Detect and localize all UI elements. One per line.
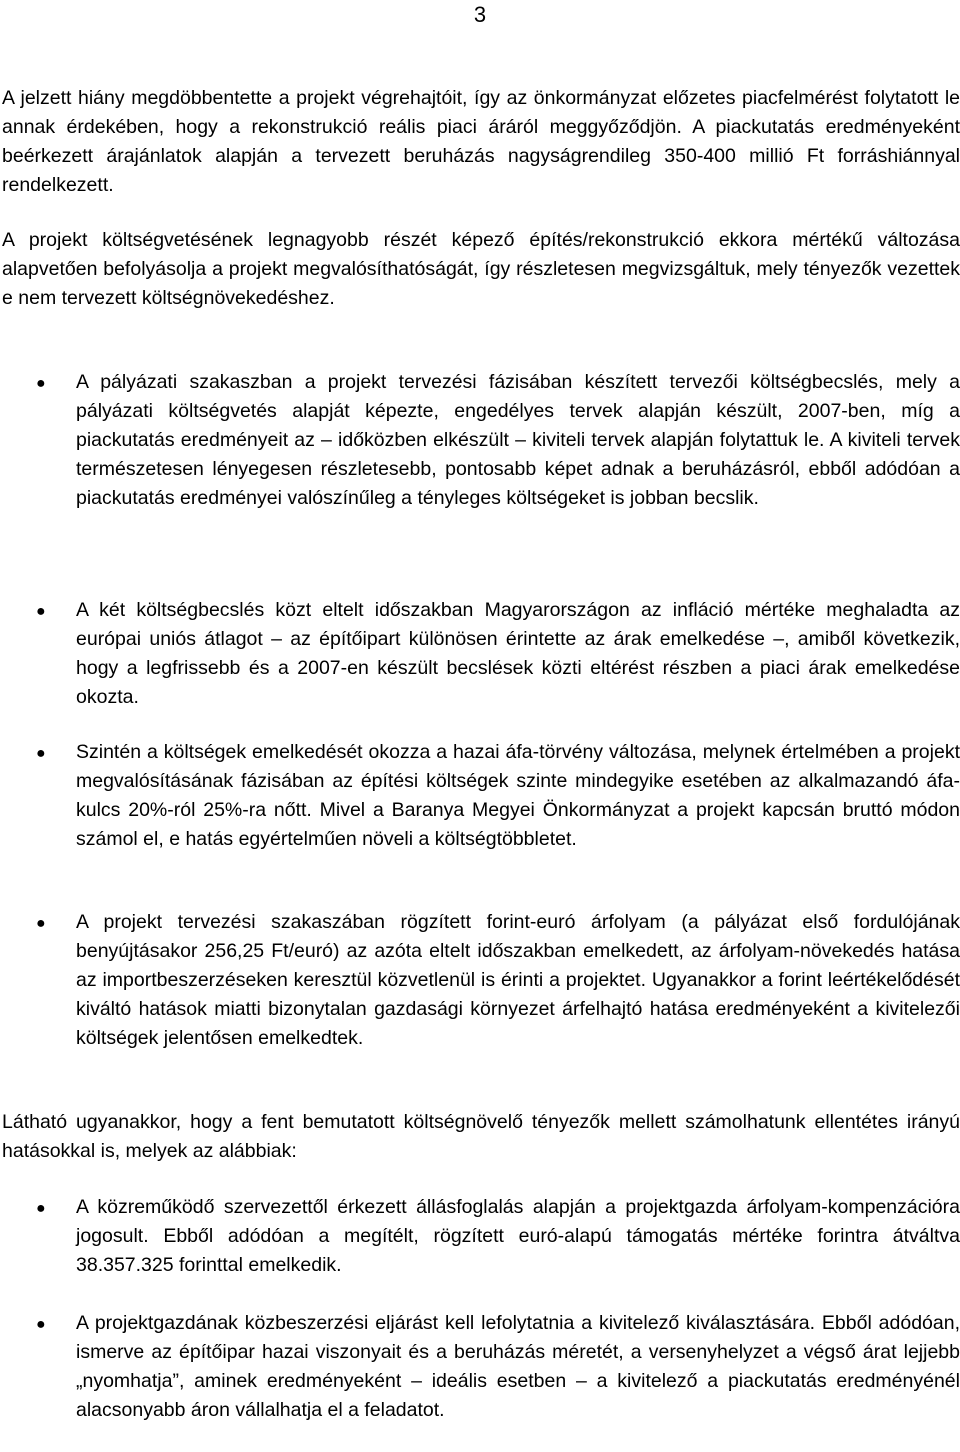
- list-item-text: Szintén a költségek emelkedését okozza a hazai áfa-törvény változása, melynek értelmében a projekt megvalósításának fázisában az építési költségek szinte mindegyike esetében az alkalmazandó áfa-kulcs 20%-ról 25%-ra nőtt. Mivel a Baranya Megyei Önkormányzat a projekt kapcsán bruttó módon számol el, e hatás egyértelműen növeli a költségtöbbletet.: [76, 741, 960, 850]
- paragraph-market-survey: A jelzett hiány megdöbbentette a projekt végrehajtóit, így az önkormányzat előzetes piacfelmérést folytatott le annak érdekében, hogy a rekonstrukció reális piaci áráról meggyőződjön. A piackutatás eredményeként beérkezett árajánlatok alapján a tervezett beruházás nagyságrendileg 350-400 millió Ft forráshiánnyal rendelkezett.: [2, 87, 960, 196]
- bullet-icon: ●: [36, 1200, 46, 1217]
- bullet-icon: ●: [36, 915, 46, 932]
- bullet-icon: ●: [36, 1316, 46, 1333]
- list-item-text: A közreműködő szervezettől érkezett állásfoglalás alapján a projektgazda árfolyam-kompenzációra jogosult. Ebből adódóan a megítélt, rögzített euró-alapú támogatás mértéke forintra átváltva 38.357.325 forinttal emelkedik.: [76, 1196, 960, 1276]
- page-number: 3: [473, 2, 487, 27]
- bullet-icon: ●: [36, 745, 46, 762]
- bullet-icon: ●: [36, 603, 46, 620]
- list-item-text: A projektgazdának közbeszerzési eljárást kell lefolytatnia a kivitelező kiválasztására. Ebből adódóan, ismerve az építőipar hazai viszonyait és a beruházás méretét, a versenyhelyzet a végső árat lejjebb „nyomhatja”, aminek eredményeként – ideális esetben – a kivitelező a piackutatás eredményénél alacsonyabb áron vállalhatja el a feladatot.: [76, 1312, 960, 1421]
- bullet-icon: ●: [36, 375, 46, 392]
- paragraph-cost-factors-intro: A projekt költségvetésének legnagyobb részét képező építés/rekonstrukció ekkora mértékű változása alapvetően befolyásolja a projekt megvalósíthatóságát, így részletesen megvizsgáltuk, mely tényezők vezettek e nem tervezett költségnövekedéshez.: [2, 229, 960, 309]
- list-item-text: A két költségbecslés közt eltelt időszakban Magyarországon az infláció mértéke meghaladta az európai uniós átlagot – az építőipart különösen érintette az árak emelkedése –, amiből következik, hogy a legfrissebb és a 2007-en készült becslések közti eltérést részben a piaci árak emelkedése okozta.: [76, 599, 960, 708]
- list-item-text: A projekt tervezési szakaszában rögzített forint-euró árfolyam (a pályázat első fordulójának benyújtásakor 256,25 Ft/euró) az azóta eltelt időszakban emelkedett, az árfolyam-növekedés hatása az importbeszerzéseken keresztül közvetlenül is érinti a projektet. Ugyanakkor a forint leértékelődését kiváltó hatások miatti bizonytalan gazdasági környezet árfelhajtó hatása eredményeként a kivitelezői költségek jelentősen emelkedtek.: [76, 911, 960, 1049]
- list-item-text: A pályázati szakaszban a projekt tervezési fázisában készített tervezői költségbecslés, mely a pályázati költségvetés alapját képezte, engedélyes tervek alapján készült, 2007-ben, míg a piackutatás eredményeit az – időközben elkészült – kiviteli tervek alapján folytattuk le. A kiviteli tervek természetesen lényegesen részletesebb, pontosabb képet adnak a beruházásról, ebből adódóan a piackutatás eredményei valószínűleg a tényleges költségeket is jobban becslik.: [76, 371, 960, 509]
- paragraph-opposing-effects: Látható ugyanakkor, hogy a fent bemutatott költségnövelő tényezők mellett számolhatunk ellentétes irányú hatásokkal is, melyek az alábbiak:: [2, 1111, 960, 1162]
